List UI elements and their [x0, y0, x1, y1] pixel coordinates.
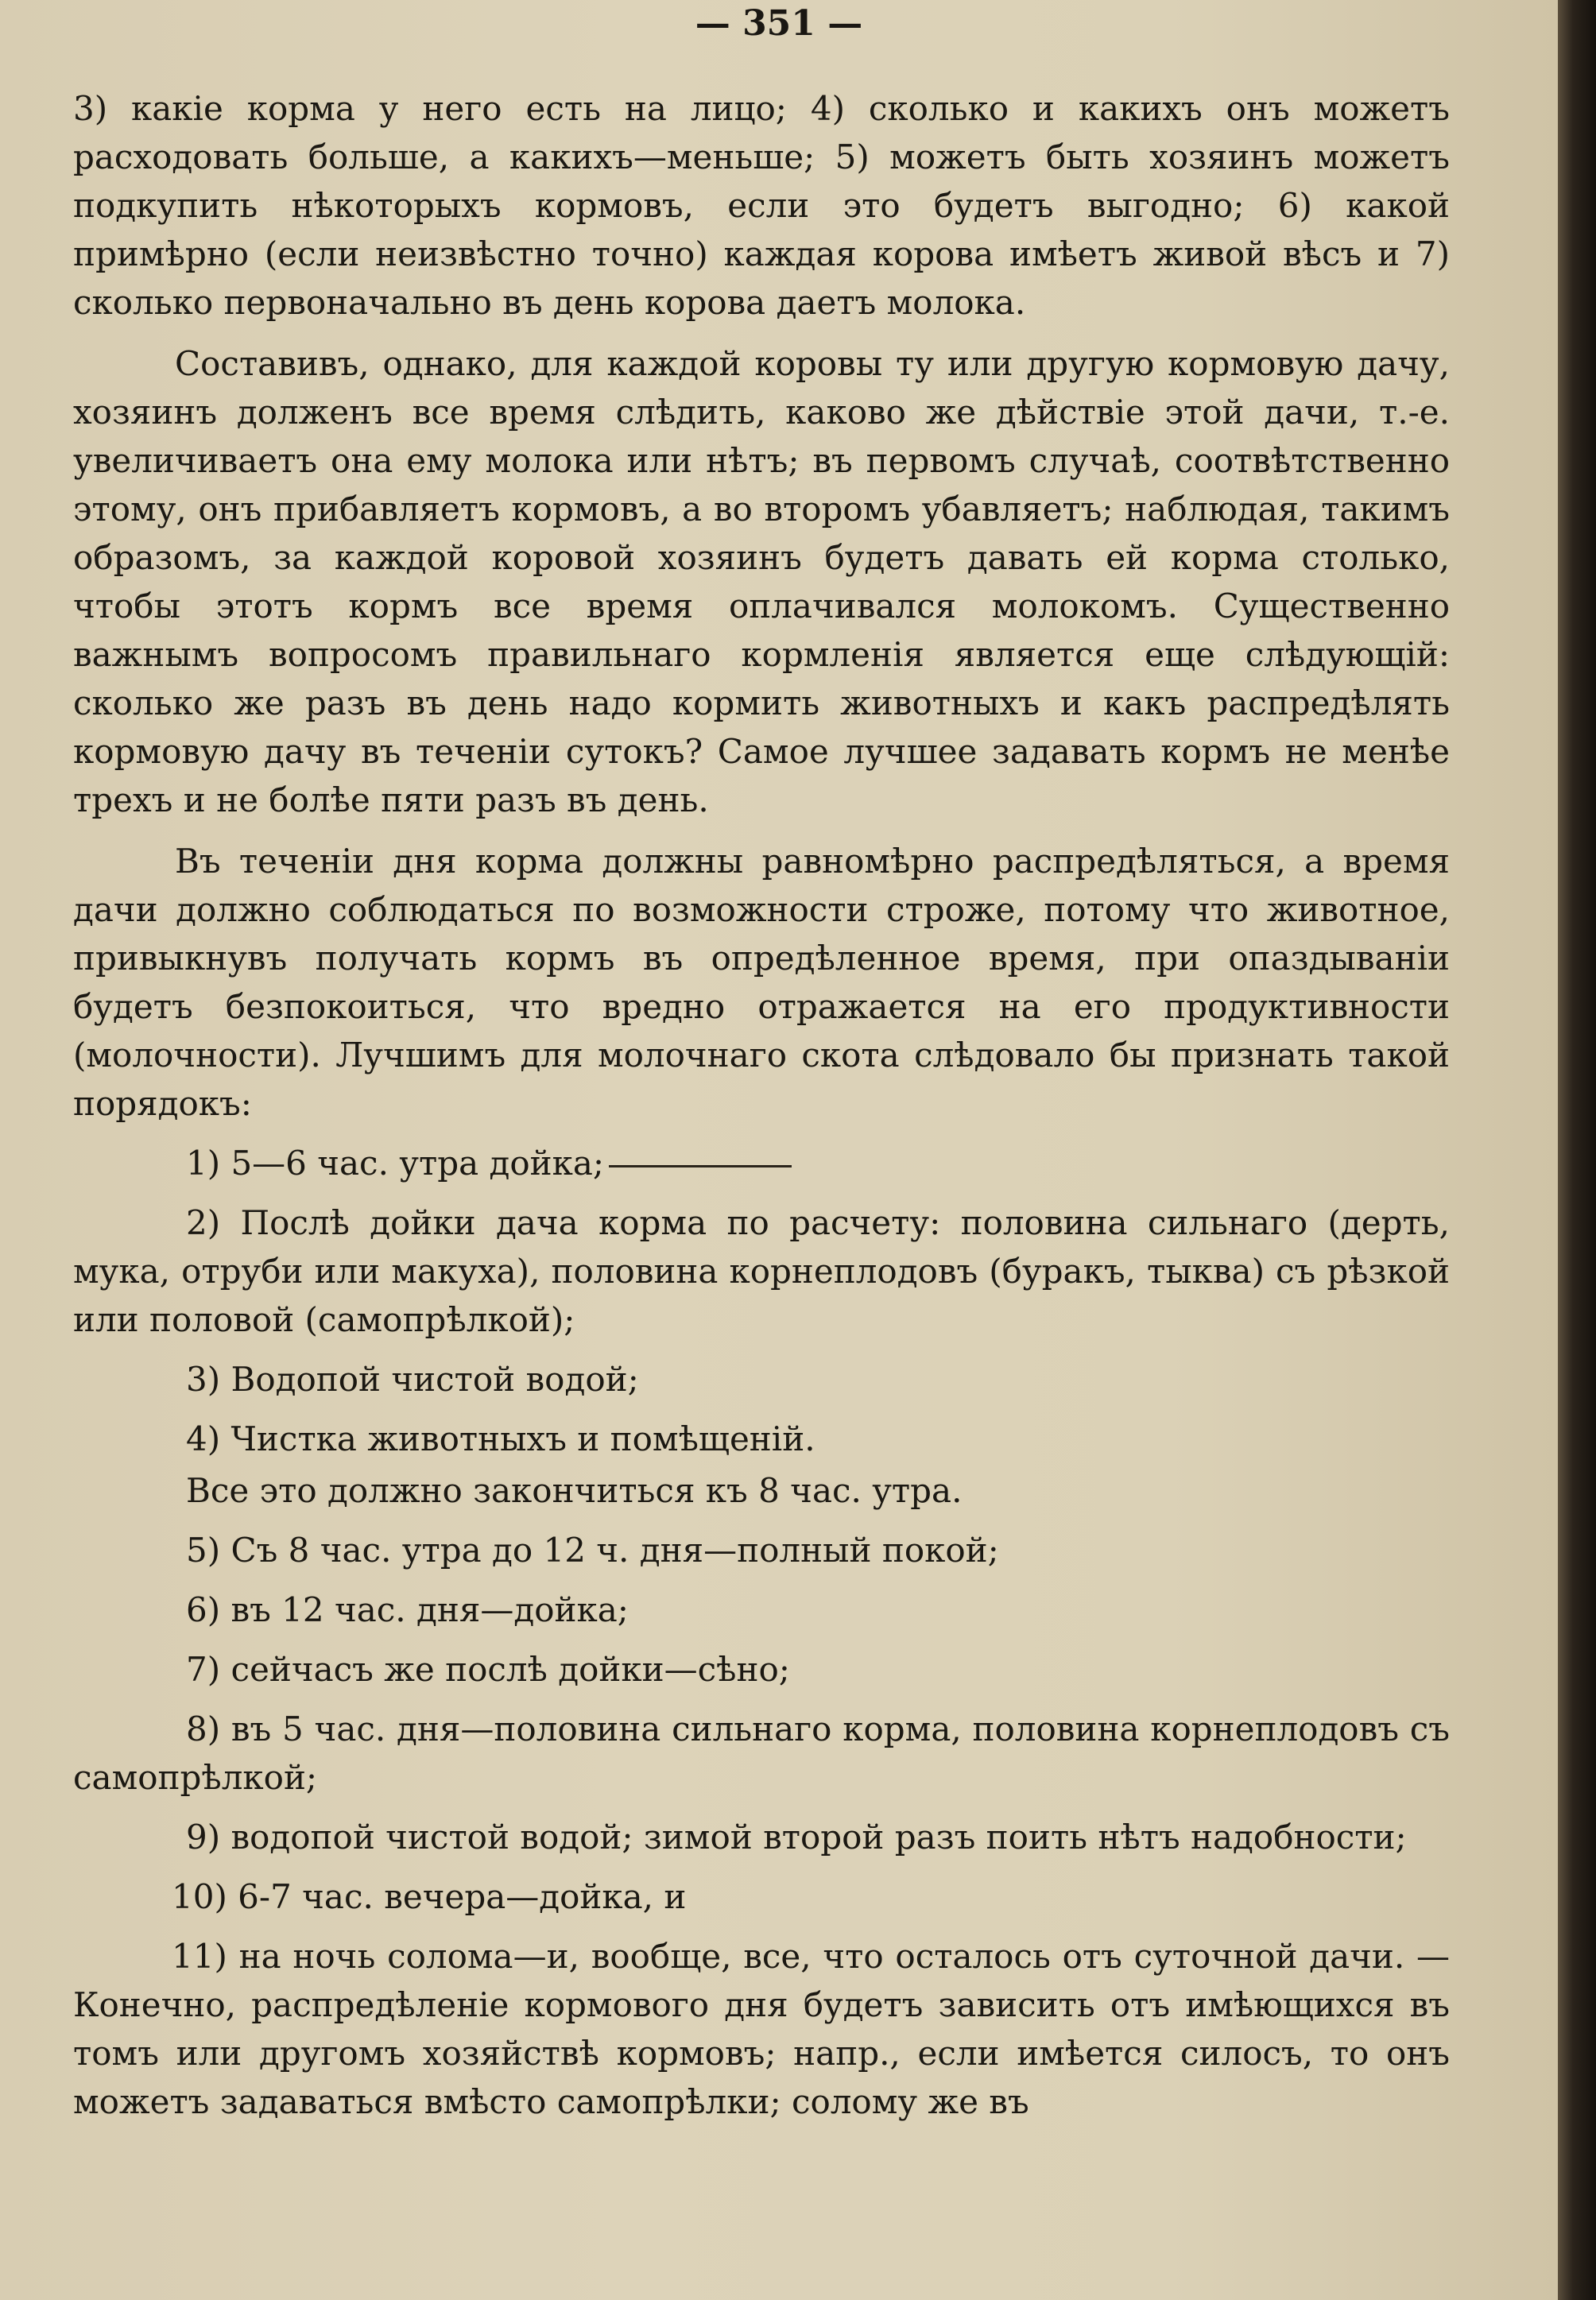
schedule-item-4: 4) Чистка животныхъ и помѣщеній. — [186, 1419, 815, 1458]
schedule-item-1 — [73, 1139, 1450, 1187]
schedule-note-morning: Все это должно закончиться къ 8 час. утра. — [186, 1471, 963, 1510]
paragraph-schedule-intro: Въ теченіи дня корма должны равномѣрно распредѣляться, а время дачи должно соблюдаться по возможности строже, потому что животное, привыкнувъ получать кормъ въ опредѣленное время, при опаздываніи будетъ безпокоиться, что вредно отражается на его продуктивности (молочности). Лучшимъ для молочнаго скота слѣдовало бы признать такой порядокъ: — [73, 842, 1450, 1123]
schedule-item-1-text: 1) 5—6 час. утра дойка; — [186, 1144, 605, 1183]
blank-line — [609, 1165, 792, 1167]
schedule-item-8: 8) въ 5 час. дня—половина сильнаго корма, половина корнеплодовъ съ самопрѣлкой; — [73, 1710, 1450, 1797]
schedule-item-3: 3) Водопой чистой водой; — [186, 1360, 639, 1399]
schedule-item-10: 10) 6-7 час. вечера—дойка, и — [172, 1877, 687, 1916]
paragraph-monitoring: Составивъ, однако, для каждой коровы ту или другую кормовую дачу, хозяинъ долженъ все время слѣдить, каково же дѣйствіе этой дачи, т.-е. увеличиваетъ она ему молока или нѣтъ; въ первомъ случаѣ, соотвѣтственно этому, онъ прибавляетъ кормовъ, а во второмъ убавляетъ; наблюдая, такимъ образомъ, за каждой коровой хозяинъ будетъ давать ей корма столько, чтобы этотъ кормъ все время оплачивался молокомъ. Существенно важнымъ вопросомъ правильнаго кормленія является еще слѣдующій: сколько же разъ въ день надо кормить животныхъ и какъ распредѣлять кормовую дачу въ теченіи сутокъ? Самое лучшее задавать кормъ не менѣе трехъ и не болѣе пяти разъ въ день. — [73, 344, 1450, 819]
paragraph-feed-factors: 3) какіе корма у него есть на лицо; 4) сколько и какихъ онъ можетъ расходовать больше, а какихъ—меньше; 5) можетъ быть хозяинъ можетъ подкупить нѣкоторыхъ кормовъ, если это будетъ выгодно; 6) какой примѣрно (если неизвѣстно точно) каждая корова имѣетъ живой вѣсъ и 7) сколько первоначально въ день корова даетъ молока. — [73, 89, 1450, 322]
page-number: — 351 — — [695, 3, 863, 44]
book-spine-shadow — [1558, 0, 1596, 2300]
schedule-item-2: 2) Послѣ дойки дача корма по расчету: половина сильнаго (дерть, мука, отруби или макуха), половина корнеплодовъ (буракъ, тыква) съ рѣзкой или половой (самопрѣлкой); — [73, 1203, 1450, 1339]
schedule-item-6: 6) въ 12 час. дня—дойка; — [186, 1590, 629, 1629]
schedule-item-11: 11) на ночь солома—и, вообще, все, что осталось отъ суточной дачи. — Конечно, распредѣленіе кормового дня будетъ зависить отъ имѣющихся въ томъ или другомъ хозяйствѣ кормовъ; напр., если имѣется силосъ, то онъ можетъ задаваться вмѣсто самопрѣлки; солому же въ — [73, 1937, 1450, 2121]
schedule-item-7: 7) сейчасъ же послѣ дойки—сѣно; — [186, 1650, 790, 1689]
page-body — [73, 84, 1450, 2126]
schedule-item-9: 9) водопой чистой водой; зимой второй разъ поить нѣтъ надобности; — [186, 1818, 1407, 1857]
schedule-item-5: 5) Съ 8 час. утра до 12 ч. дня—полный покой; — [186, 1531, 999, 1570]
